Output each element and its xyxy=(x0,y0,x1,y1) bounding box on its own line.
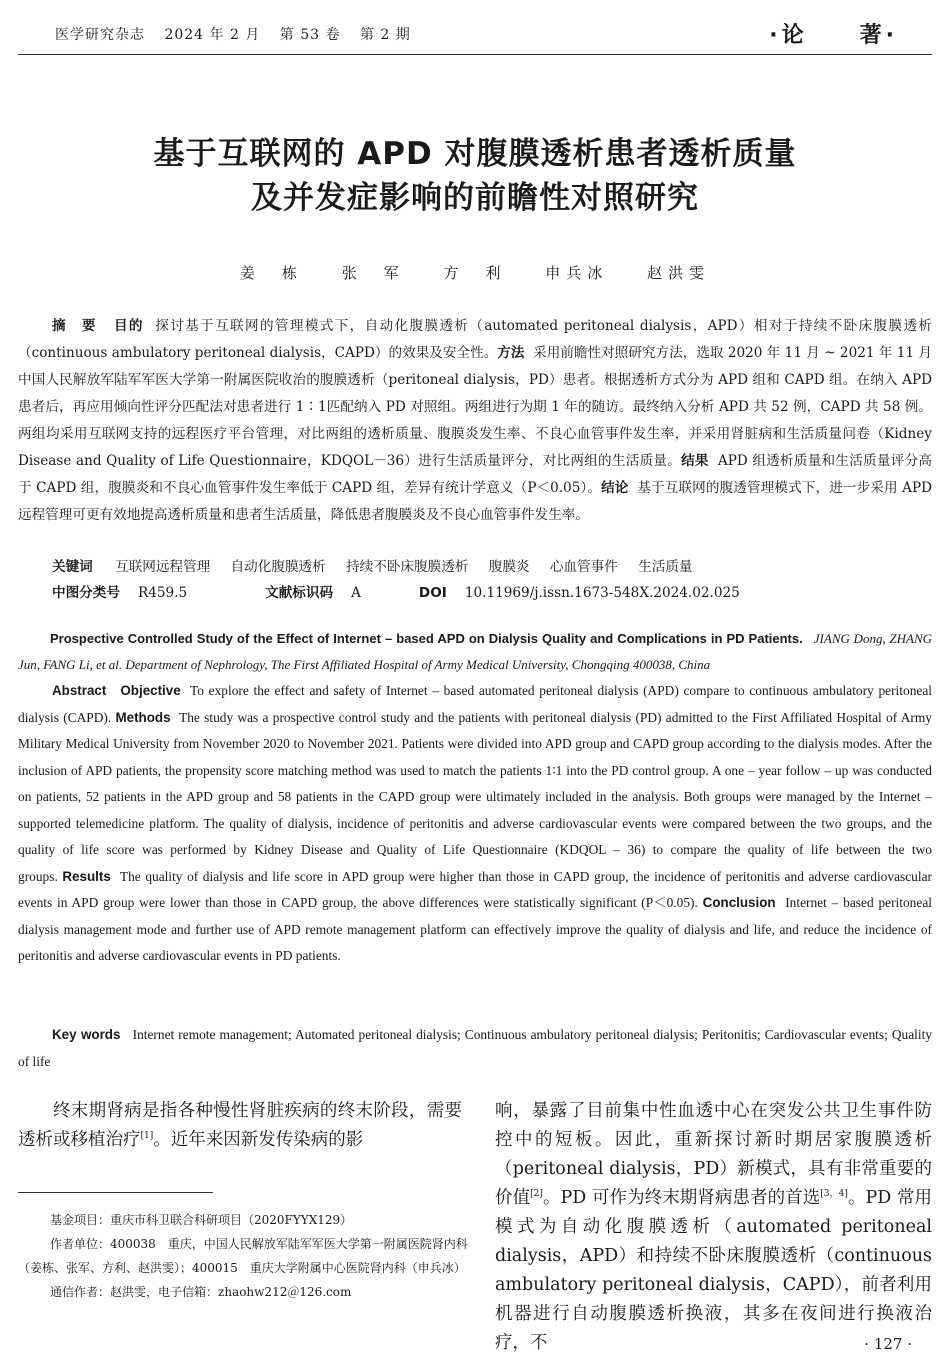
english-title: Prospective Controlled Study of the Effect of Internet – based APD on Dialysis Quality and Complications in PD Patients. xyxy=(50,631,803,646)
chinese-abstract xyxy=(18,313,932,529)
author: 张 军 xyxy=(341,264,405,282)
results-text: The quality of dialysis and life score in APD group were higher than those in CAPD group, the incidence of peritonitis and adverse cardiovascular events in APD group were lower than those in CAPD group, the above differences were statistically significant (P＜0.05). xyxy=(18,868,932,910)
english-title-block xyxy=(18,626,932,678)
conclusion-text: Internet – based peritoneal dialysis management mode and further use of APD remote management platform can effectively improve the quality of dialysis and life, and reduce the incidence of peritonitis and adverse cardiovascular events in PD patients. xyxy=(18,895,932,963)
body-text: 。近年来因新发传染病的影 xyxy=(153,1130,364,1150)
keyword: 互联网远程管理 xyxy=(115,559,211,575)
body-right-column xyxy=(495,1097,932,1358)
paper-title xyxy=(0,132,950,220)
methods-label: Methods xyxy=(115,709,171,725)
citation: [3，4] xyxy=(820,1189,848,1200)
author-list xyxy=(0,262,950,283)
running-header xyxy=(55,24,425,44)
body-text: 。PD 常用模式为自动化腹膜透析（automated peritoneal dialysis，APD）和持续不卧床腹膜透析（continuous ambulatory peritoneal dialysis，CAPD），前者利用机器进行自动腹膜透析换液，其多在夜间进行换液治疗，不 xyxy=(495,1188,933,1353)
keywords-label: Key words xyxy=(52,1027,121,1042)
body-text: 终末期肾病是指各种慢性肾脏疾病的终末阶段，需要透析或移植治疗 xyxy=(18,1101,462,1150)
results-text: APD 组透析质量和生活质量评分高于 CAPD 组，腹膜炎和不良心血管事件发生率低于 CAPD 组，差异有统计学意义（P＜0.05）。 xyxy=(18,453,933,496)
keyword: 生活质量 xyxy=(638,559,693,575)
issue-date: 2024 年 2 月 xyxy=(164,27,261,43)
volume: 第 53 卷 xyxy=(279,27,341,43)
body-text: 响，暴露了目前集中性血透中心在突发公共卫生事件防控中的短板。因此，重新探讨新时期居家腹膜透析（peritoneal dialysis，PD）新模式，具有非常重要的价值 xyxy=(495,1101,932,1208)
body-text: 。PD 可作为终末期肾病患者的首选 xyxy=(542,1188,821,1208)
methods-label: 方法 xyxy=(497,345,525,361)
objective-text: To explore the effect and safety of Internet – based automated peritoneal dialysis (APD) compare to continuous ambulatory peritoneal dialysis (CAPD). xyxy=(18,683,932,725)
keyword: 腹膜炎 xyxy=(488,559,530,575)
english-authors-affiliation: JIANG Dong, ZHANG Jun, FANG Li, et al. Department of Nephrology, The First Affiliated Hospital of Army Medical University, Chongqing 400038, China xyxy=(18,631,932,672)
keywords-line xyxy=(18,556,932,578)
results-label: Results xyxy=(62,868,111,884)
header-divider xyxy=(18,54,932,55)
author: 方 利 xyxy=(443,264,507,282)
footnote-correspondence: 通信作者：赵洪雯，电子信箱：zhaohw212＠126.com xyxy=(50,1285,352,1299)
citation: [2] xyxy=(530,1189,543,1200)
footnotes xyxy=(18,1208,468,1304)
results-label: 结果 xyxy=(681,453,709,469)
journal-name: 医学研究杂志 xyxy=(55,27,145,43)
page-number: · 127 · xyxy=(864,1335,912,1353)
objective-text: 探讨基于互联网的管理模式下，自动化腹膜透析（automated peritoneal dialysis，APD）相对于持续不卧床腹膜透析（continuous ambulatory peritoneal dialysis，CAPD）的效果及安全性。 xyxy=(18,318,932,361)
abstract-label: 摘 要 xyxy=(52,318,97,334)
title-line-1: 基于互联网的 APD 对腹膜透析患者透析质量 xyxy=(153,136,797,172)
citation: [1] xyxy=(140,1131,154,1142)
clc-value: R459.5 xyxy=(137,585,188,601)
author: 姜 栋 xyxy=(239,264,303,282)
doi-value: 10.11969/j.issn.1673-548X.2024.02.025 xyxy=(464,585,740,601)
author: 申兵冰 xyxy=(545,264,609,282)
abstract-label: Abstract xyxy=(52,683,107,698)
doc-code-label: 文献标识码 xyxy=(265,585,334,601)
author: 赵洪雯 xyxy=(647,264,711,282)
keyword: 自动化腹膜透析 xyxy=(230,559,326,575)
footnote-divider xyxy=(18,1192,213,1193)
title-line-2: 及并发症影响的前瞻性对照研究 xyxy=(251,180,699,216)
objective-label: 目的 xyxy=(113,318,144,334)
section-label: ·论 著· xyxy=(769,23,898,48)
methods-text: 采用前瞻性对照研究方法，选取 2020 年 11 月 ~ 2021 年 11 月中国人民解放军陆军军医大学第一附属医院收治的腹膜透析（peritoneal dialysis，PD）患者。根据透析方式分为 APD 组和 CAPD 组。在纳入 APD 患者后，再应用倾向性评分匹配法对患者进行 1∶1匹配纳入 PD 对照组。两组进行为期 1 年的随访。最终纳入分析 APD 共 52 例，CAPD 共 58 例。两组均采用互联网支持的远程医疗平台管理，对比两组的透析质量、腹膜炎发生率、不良心血管事件发生率，并采用肾脏病和生活质量问卷（Kidney Disease and Quality of Life Questionnaire，KDQOL－36）进行生活质量评分，对比两组的生活质量。 xyxy=(18,345,932,469)
conclusion-label: Conclusion xyxy=(702,895,776,910)
issue: 第 2 期 xyxy=(359,27,411,43)
classification-line xyxy=(18,582,932,604)
keywords-text: Internet remote management; Automated peritoneal dialysis; Continuous ambulatory peritoneal dialysis; Peritonitis; Cardiovascular events; Quality of life xyxy=(18,1027,933,1069)
keyword: 心血管事件 xyxy=(549,559,618,575)
objective-label: Objective xyxy=(120,683,181,698)
keywords-label: 关键词 xyxy=(52,559,93,575)
body-left-column xyxy=(18,1097,462,1155)
english-keywords xyxy=(18,1022,932,1075)
english-abstract xyxy=(18,678,932,970)
doc-code-value: A xyxy=(351,585,361,601)
conclusion-text: 基于互联网的腹透管理模式下，进一步采用 APD 远程管理可更有效地提高透析质量和患者生活质量，降低患者腹膜炎及不良心血管事件发生率。 xyxy=(18,480,932,523)
keyword: 持续不卧床腹膜透析 xyxy=(346,559,469,575)
footnote-fund: 基金项目：重庆市科卫联合科研项目（2020FYYX129） xyxy=(50,1213,353,1227)
doi-label: DOI xyxy=(418,585,447,601)
methods-text: The study was a prospective control study and the patients with peritoneal dialysis (PD) admitted to the First Affiliated Hospital of Army Military Medical University from November 2020 to November 2021. Patients were divided into APD group and CAPD group according to the dialysis modes. After the inclusion of APD patients, the propensity score matching method was used to match the patients 1∶1 into the PD control group. A one – year follow – up was conducted on patients, 52 patients in the APD group and 58 patients in the CAPD group were ultimately included in the analysis. Both groups were managed by the Internet – supported telemedicine platform. The quality of dialysis, incidence of peritonitis and adverse cardiovascular events were compared between the two groups, and the quality of life score was performed by Kidney Disease and Quality of Life Questionnaire (KDQOL – 36) to compare the quality of life between the two groups. xyxy=(18,709,932,884)
conclusion-label: 结论 xyxy=(601,480,629,496)
clc-label: 中图分类号 xyxy=(52,585,120,601)
footnote-affiliation: 作者单位：400038 重庆，中国人民解放军陆军军医大学第一附属医院肾内科（姜栋、张军、方利、赵洪雯）；400015 重庆大学附属中心医院肾内科（申兵冰） xyxy=(18,1237,468,1275)
